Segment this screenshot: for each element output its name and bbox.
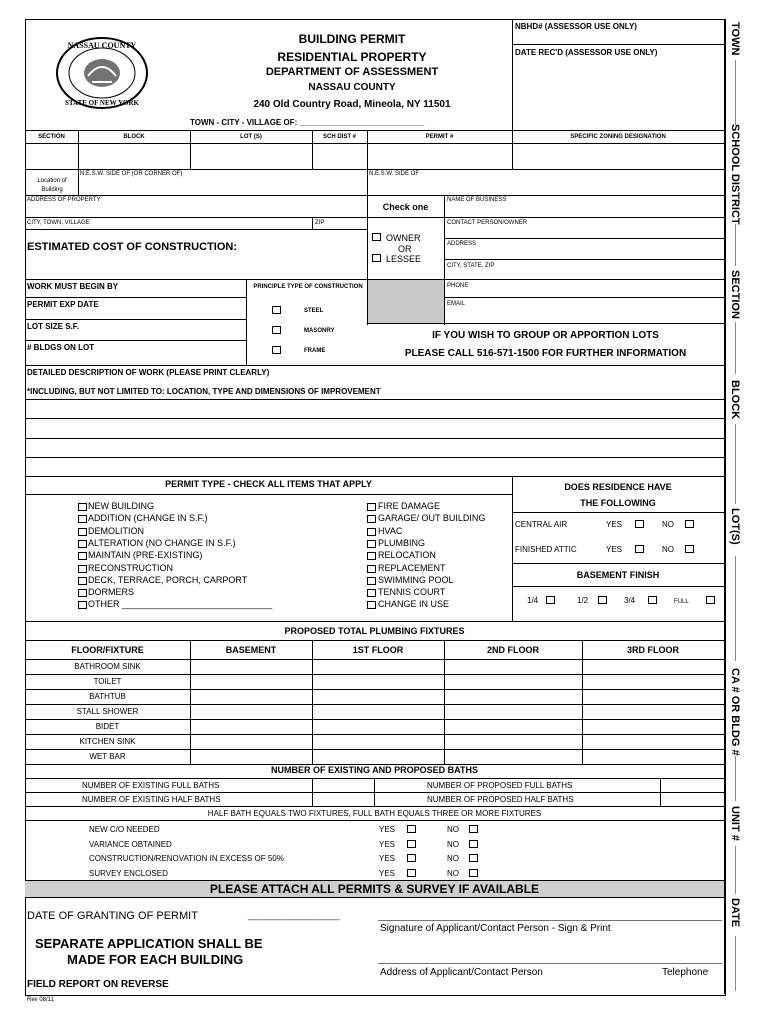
plumbing-header-floor-fixture: FLOOR/FIXTURE — [71, 645, 144, 655]
finished-attic-no-checkbox[interactable] — [685, 545, 694, 553]
date-granting-line[interactable]: _______________ — [248, 909, 340, 921]
permit-addition-change-in-s-f-checkbox[interactable] — [78, 515, 87, 523]
nassau-county-seal — [54, 36, 150, 110]
permit-exp-date: PERMIT EXP DATE — [27, 300, 99, 309]
plumbing-cell-bathroom-sink-2nd-floor[interactable] — [445, 660, 581, 673]
plumbing-cell-wet-bar-1st-floor[interactable] — [313, 750, 443, 763]
permit-fire-damage-checkbox[interactable] — [367, 503, 376, 511]
address-applicant-input[interactable] — [378, 945, 722, 962]
plumbing-cell-bidet-3rd-floor[interactable] — [583, 720, 723, 733]
plumbing-cell-bathroom-sink-basement[interactable] — [191, 660, 311, 673]
question-variance-obtained-no-label: NO — [447, 839, 459, 849]
header-lots: LOT (S) — [240, 134, 262, 140]
central-air-label: CENTRAL AIR — [515, 520, 568, 529]
residence-title1: DOES RESIDENCE HAVE — [564, 482, 672, 492]
plumbing-row-kitchen-sink: KITCHEN SINK — [79, 737, 136, 746]
permit-dormers-label: DORMERS — [88, 587, 135, 598]
plumbing-header-2nd-floor: 2ND FLOOR — [486, 645, 539, 655]
question-variance-obtained-yes-label: YES — [379, 839, 396, 849]
signature-label: Signature of Applicant/Contact Person - Sign & Print — [380, 923, 611, 934]
seal-bottom-text: STATE OF NEW YORK — [65, 99, 139, 107]
input-zoning[interactable] — [513, 144, 723, 168]
basement-half-label: 1/2 — [577, 596, 589, 605]
input-lots[interactable] — [191, 144, 311, 168]
half-bath-note: HALF BATH EQUALS TWO FIXTURES, FULL BATH EQUALS THREE OR MORE FIXTURES — [207, 809, 542, 818]
question-survey-enclosed-no-label: NO — [447, 868, 459, 878]
permit-relocation-label: RELOCATION — [378, 550, 436, 561]
existing-half-input[interactable] — [313, 793, 373, 805]
masonry-checkbox[interactable] — [272, 326, 281, 334]
plumbing-cell-stall-shower-3rd-floor[interactable] — [583, 705, 723, 718]
city-state-zip: CITY, STATE, ZIP — [447, 263, 495, 269]
question-construction-renovation-in-excess-of-50-yes-checkbox[interactable] — [407, 854, 416, 862]
plumbing-cell-bathtub-2nd-floor[interactable] — [445, 690, 581, 703]
title-county: NASSAU COUNTY — [308, 82, 396, 93]
permit-reconstruction-checkbox[interactable] — [78, 565, 87, 573]
plumbing-row-toilet: TOILET — [93, 677, 122, 686]
input-section[interactable] — [26, 144, 77, 168]
plumbing-cell-bidet-2nd-floor[interactable] — [445, 720, 581, 733]
basement-quarter-label: 1/4 — [527, 596, 539, 605]
attach-notice: PLEASE ATTACH ALL PERMITS & SURVEY IF AVAILABLE — [209, 882, 540, 896]
permit-deck-terrace-porch-carport-checkbox[interactable] — [78, 577, 87, 585]
question-new-c-o-needed-yes-checkbox[interactable] — [407, 825, 416, 833]
plumbing-cell-kitchen-sink-1st-floor[interactable] — [313, 735, 443, 748]
location-label: Location of Building — [37, 178, 67, 193]
shaded-block — [368, 280, 444, 323]
plumbing-cell-toilet-3rd-floor[interactable] — [583, 675, 723, 688]
revision-label: Rev 08/11 — [27, 997, 54, 1003]
permit-maintain-pre-existing-checkbox[interactable] — [78, 552, 87, 560]
permit-addition-change-in-s-f-label: ADDITION (CHANGE IN S.F.) — [88, 513, 208, 524]
basement-half-checkbox[interactable] — [598, 596, 607, 604]
input-block[interactable] — [79, 144, 189, 168]
permit-deck-terrace-porch-carport-label: DECK, TERRACE, PORCH, CARPORT — [88, 574, 248, 585]
plumbing-cell-stall-shower-basement[interactable] — [191, 705, 311, 718]
permit-replacement-checkbox[interactable] — [367, 565, 376, 573]
title-department: DEPARTMENT OF ASSESSMENT — [265, 66, 439, 78]
residence-title2: THE FOLLOWING — [580, 498, 656, 508]
plumbing-cell-wet-bar-3rd-floor[interactable] — [583, 750, 723, 763]
owner-label: OWNER — [386, 233, 421, 243]
input-sch-dist[interactable] — [313, 144, 366, 168]
plumbing-header-1st-floor: 1ST FLOOR — [352, 645, 404, 655]
department-address: 240 Old Country Road, Mineola, NY 11501 — [253, 99, 451, 110]
plumbing-cell-bidet-1st-floor[interactable] — [313, 720, 443, 733]
permit-new-building-label: NEW BUILDING — [88, 501, 155, 511]
plumbing-cell-stall-shower-1st-floor[interactable] — [313, 705, 443, 718]
permit-other-label: OTHER ______________________________ — [88, 599, 273, 610]
telephone-label: Telephone — [662, 967, 709, 978]
central-air-yes-label: YES — [606, 520, 623, 529]
permit-new-building-checkbox[interactable] — [78, 503, 87, 511]
question-survey-enclosed: SURVEY ENCLOSED — [89, 868, 168, 878]
permit-tennis-court-label: TENNIS COURT — [378, 587, 446, 598]
plumbing-cell-kitchen-sink-basement[interactable] — [191, 735, 311, 748]
title-building-permit: BUILDING PERMIT — [298, 32, 406, 46]
permit-fire-damage-label: FIRE DAMAGE — [378, 501, 441, 511]
plumbing-cell-toilet-basement[interactable] — [191, 675, 311, 688]
plumbing-row-stall-shower: STALL SHOWER — [76, 707, 139, 716]
basement-quarter-checkbox[interactable] — [546, 596, 555, 604]
permit-dormers-checkbox[interactable] — [78, 589, 87, 597]
plumbing-cell-bidet-basement[interactable] — [191, 720, 311, 733]
proposed-full-baths: NUMBER OF PROPOSED FULL BATHS — [427, 781, 573, 790]
question-new-c-o-needed-no-label: NO — [447, 825, 459, 834]
finished-attic-label: FINISHED ATTIC — [515, 545, 577, 554]
plumbing-row-bathroom-sink: BATHROOM SINK — [74, 662, 141, 671]
permit-garage-out-building-label: GARAGE/ OUT BUILDING — [378, 513, 486, 524]
name-of-business: NAME OF BUSINESS — [447, 197, 507, 203]
permit-relocation-checkbox[interactable] — [367, 552, 376, 560]
plumbing-cell-toilet-1st-floor[interactable] — [313, 675, 443, 688]
group-lots-line1: IF YOU WISH TO GROUP OR APPORTION LOTS — [432, 330, 659, 341]
address-label: ADDRESS — [447, 241, 477, 247]
basement-three-quarter-label: 3/4 — [624, 596, 636, 605]
nesw-side: N.E.S.W. SIDE OF — [369, 171, 420, 177]
existing-full-baths: NUMBER OF EXISTING FULL BATHS — [82, 781, 220, 790]
separate-application-line2: MADE FOR EACH BUILDING — [67, 952, 244, 967]
question-variance-obtained: VARIANCE OBTAINED — [89, 839, 172, 849]
basement-finish-title: BASEMENT FINISH — [576, 570, 660, 580]
plumbing-cell-bathtub-1st-floor[interactable] — [313, 690, 443, 703]
finished-attic-no-label: NO — [662, 545, 674, 554]
existing-half-baths: NUMBER OF EXISTING HALF BATHS — [82, 795, 221, 804]
nbhd-label: NBHD# (ASSESSOR USE ONLY) — [515, 22, 637, 31]
question-new-c-o-needed-yes-label: YES — [379, 825, 396, 834]
owner-checkbox[interactable] — [372, 233, 381, 241]
plumbing-title: PROPOSED TOTAL PLUMBING FIXTURES — [284, 626, 465, 636]
description-heading: DETAILED DESCRIPTION OF WORK (PLEASE PRINT CLEARLY) — [27, 368, 270, 377]
permit-demolition-checkbox[interactable] — [78, 528, 87, 536]
plumbing-header-basement: BASEMENT — [225, 645, 277, 655]
plumbing-cell-kitchen-sink-3rd-floor[interactable] — [583, 735, 723, 748]
side-label-ca-bldg: CA # OR BLDG # — [729, 668, 741, 756]
permit-hvac-label: HVAC — [378, 525, 403, 536]
nesw-side-corner: N.E.S.W. SIDE OF (OR CORNER OF) — [80, 171, 183, 177]
zip-label: ZIP — [315, 220, 325, 226]
question-variance-obtained-yes-checkbox[interactable] — [407, 840, 416, 848]
plumbing-cell-bathtub-basement[interactable] — [191, 690, 311, 703]
lessee-label: LESSEE — [386, 254, 422, 264]
question-construction-renovation-in-excess-of-50-no-checkbox[interactable] — [469, 854, 478, 862]
field-report-note: FIELD REPORT ON REVERSE — [27, 979, 169, 990]
plumbing-cell-wet-bar-basement[interactable] — [191, 750, 311, 763]
email-label: EMAIL — [447, 301, 466, 307]
permit-plumbing-checkbox[interactable] — [367, 540, 376, 548]
central-air-yes-checkbox[interactable] — [635, 520, 644, 528]
question-survey-enclosed-no-checkbox[interactable] — [469, 869, 478, 877]
side-label-town: TOWN — [729, 22, 741, 56]
permit-type-title: PERMIT TYPE - CHECK ALL ITEMS THAT APPLY — [165, 479, 372, 489]
finished-attic-yes-checkbox[interactable] — [635, 545, 644, 553]
finished-attic-yes-label: YES — [606, 545, 623, 554]
existing-full-input[interactable] — [313, 779, 373, 791]
header-sch-dist: SCH DIST # — [322, 134, 356, 140]
plumbing-row-wet-bar: WET BAR — [89, 752, 126, 761]
plumbing-row-bathtub: BATHTUB — [89, 692, 126, 701]
side-label-school-district: SCHOOL DISTRICT — [729, 124, 741, 225]
plumbing-cell-stall-shower-2nd-floor[interactable] — [445, 705, 581, 718]
question-survey-enclosed-yes-label: YES — [379, 868, 396, 878]
plumbing-cell-toilet-2nd-floor[interactable] — [445, 675, 581, 688]
basement-full-checkbox[interactable] — [706, 596, 715, 604]
permit-hvac-checkbox[interactable] — [367, 528, 376, 536]
separate-application-line1: SEPARATE APPLICATION SHALL BE — [35, 936, 263, 951]
header-block: BLOCK — [123, 134, 145, 140]
bldgs-on-lot: # BLDGS ON LOT — [27, 343, 95, 352]
address-applicant-label: Address of Applicant/Contact Person — [380, 967, 543, 978]
permit-replacement-label: REPLACEMENT — [378, 562, 446, 573]
signature-input[interactable] — [378, 902, 722, 919]
permit-tennis-court-checkbox[interactable] — [367, 589, 376, 597]
plumbing-cell-bathroom-sink-1st-floor[interactable] — [313, 660, 443, 673]
side-label-lots: LOT(S) — [729, 508, 741, 545]
question-new-c-o-needed: NEW C/O NEEDED — [89, 825, 160, 834]
plumbing-cell-bathtub-3rd-floor[interactable] — [583, 690, 723, 703]
lot-size: LOT SIZE S.F. — [27, 322, 80, 331]
proposed-full-input[interactable] — [661, 779, 723, 791]
side-label-block: BLOCK — [729, 380, 741, 420]
header-zoning: SPECIFIC ZONING DESIGNATION — [570, 134, 666, 140]
permit-plumbing-label: PLUMBING — [378, 537, 426, 548]
question-construction-renovation-in-excess-of-50-yes-label: YES — [379, 854, 396, 864]
address-of-property: ADDRESS OF PROPERTY — [27, 197, 101, 203]
plumbing-header-3rd-floor: 3RD FLOOR — [626, 645, 679, 655]
permit-change-in-use-label: CHANGE IN USE — [378, 599, 450, 610]
date-granting-label: DATE OF GRANTING OF PERMIT — [27, 910, 198, 922]
question-new-c-o-needed-no-checkbox[interactable] — [469, 825, 478, 833]
permit-alteration-no-change-in-s-f-checkbox[interactable] — [78, 540, 87, 548]
question-construction-renovation-in-excess-of-50-no-label: NO — [447, 854, 459, 864]
seal-top-text: NASSAU COUNTY — [67, 41, 137, 50]
masonry-label: MASONRY — [304, 328, 335, 334]
steel-label: STEEL — [304, 308, 324, 314]
or-label: OR — [398, 244, 412, 254]
input-permit[interactable] — [368, 144, 511, 168]
contact-person-owner: CONTACT PERSON/OWNER — [447, 220, 528, 226]
side-label-unit: UNIT # — [729, 806, 741, 841]
plumbing-row-bidet: BIDET — [95, 722, 120, 731]
permit-garage-out-building-checkbox[interactable] — [367, 515, 376, 523]
question-construction-renovation-in-excess-of-50: CONSTRUCTION/RENOVATION IN EXCESS OF 50% — [89, 854, 284, 864]
side-label-date: DATE — [729, 898, 741, 928]
plumbing-cell-kitchen-sink-2nd-floor[interactable] — [445, 735, 581, 748]
permit-maintain-pre-existing-label: MAINTAIN (PRE-EXISTING) — [88, 550, 203, 561]
frame-label: FRAME — [304, 348, 326, 354]
title-residential: RESIDENTIAL PROPERTY — [277, 50, 427, 64]
town-city-village[interactable]: TOWN - CITY - VILLAGE OF: ____________________________ — [190, 118, 425, 127]
city-town-village: CITY, TOWN, VILLAGE — [27, 220, 90, 226]
permit-reconstruction-label: RECONSTRUCTION — [88, 562, 173, 573]
basement-full-label: FULL — [674, 599, 689, 605]
header-section: SECTION — [38, 134, 65, 140]
question-variance-obtained-no-checkbox[interactable] — [469, 840, 478, 848]
permit-alteration-no-change-in-s-f-label: ALTERATION (NO CHANGE IN S.F.) — [88, 537, 236, 548]
permit-other-checkbox[interactable] — [78, 601, 87, 609]
proposed-half-baths: NUMBER OF PROPOSED HALF BATHS — [427, 795, 574, 804]
question-survey-enclosed-yes-checkbox[interactable] — [407, 869, 416, 877]
frame-checkbox[interactable] — [272, 346, 281, 354]
basement-three-quarter-checkbox[interactable] — [648, 596, 657, 604]
group-lots-line2: PLEASE CALL 516-571-1500 FOR FURTHER INFORMATION — [404, 348, 687, 359]
permit-swimming-pool-label: SWIMMING POOL — [378, 574, 454, 585]
phone-label: PHONE — [447, 283, 469, 289]
central-air-no-checkbox[interactable] — [685, 520, 694, 528]
description-subheading: *INCLUDING, BUT NOT LIMITED TO: LOCATION, TYPE AND DIMENSIONS OF IMPROVEMENT — [27, 387, 381, 396]
side-label-section: SECTION — [729, 270, 741, 319]
estimated-cost: ESTIMATED COST OF CONSTRUCTION: — [27, 241, 238, 253]
lessee-checkbox[interactable] — [372, 254, 381, 262]
date-recd-label: DATE REC'D (ASSESSOR USE ONLY) — [515, 48, 658, 57]
proposed-half-input[interactable] — [661, 793, 723, 805]
header-permit: PERMIT # — [425, 134, 454, 140]
plumbing-cell-bathroom-sink-3rd-floor[interactable] — [583, 660, 723, 673]
description-input[interactable] — [26, 400, 723, 475]
plumbing-cell-wet-bar-2nd-floor[interactable] — [445, 750, 581, 763]
permit-demolition-label: DEMOLITION — [88, 525, 145, 536]
principle-type: PRINCIPLE TYPE OF CONSTRUCTION — [253, 284, 363, 290]
permit-change-in-use-checkbox[interactable] — [367, 601, 376, 609]
permit-swimming-pool-checkbox[interactable] — [367, 577, 376, 585]
steel-checkbox[interactable] — [272, 306, 281, 314]
baths-title: NUMBER OF EXISTING AND PROPOSED BATHS — [270, 765, 478, 775]
work-must-begin: WORK MUST BEGIN BY — [27, 282, 119, 291]
check-one: Check one — [382, 202, 429, 212]
central-air-no-label: NO — [662, 520, 674, 529]
